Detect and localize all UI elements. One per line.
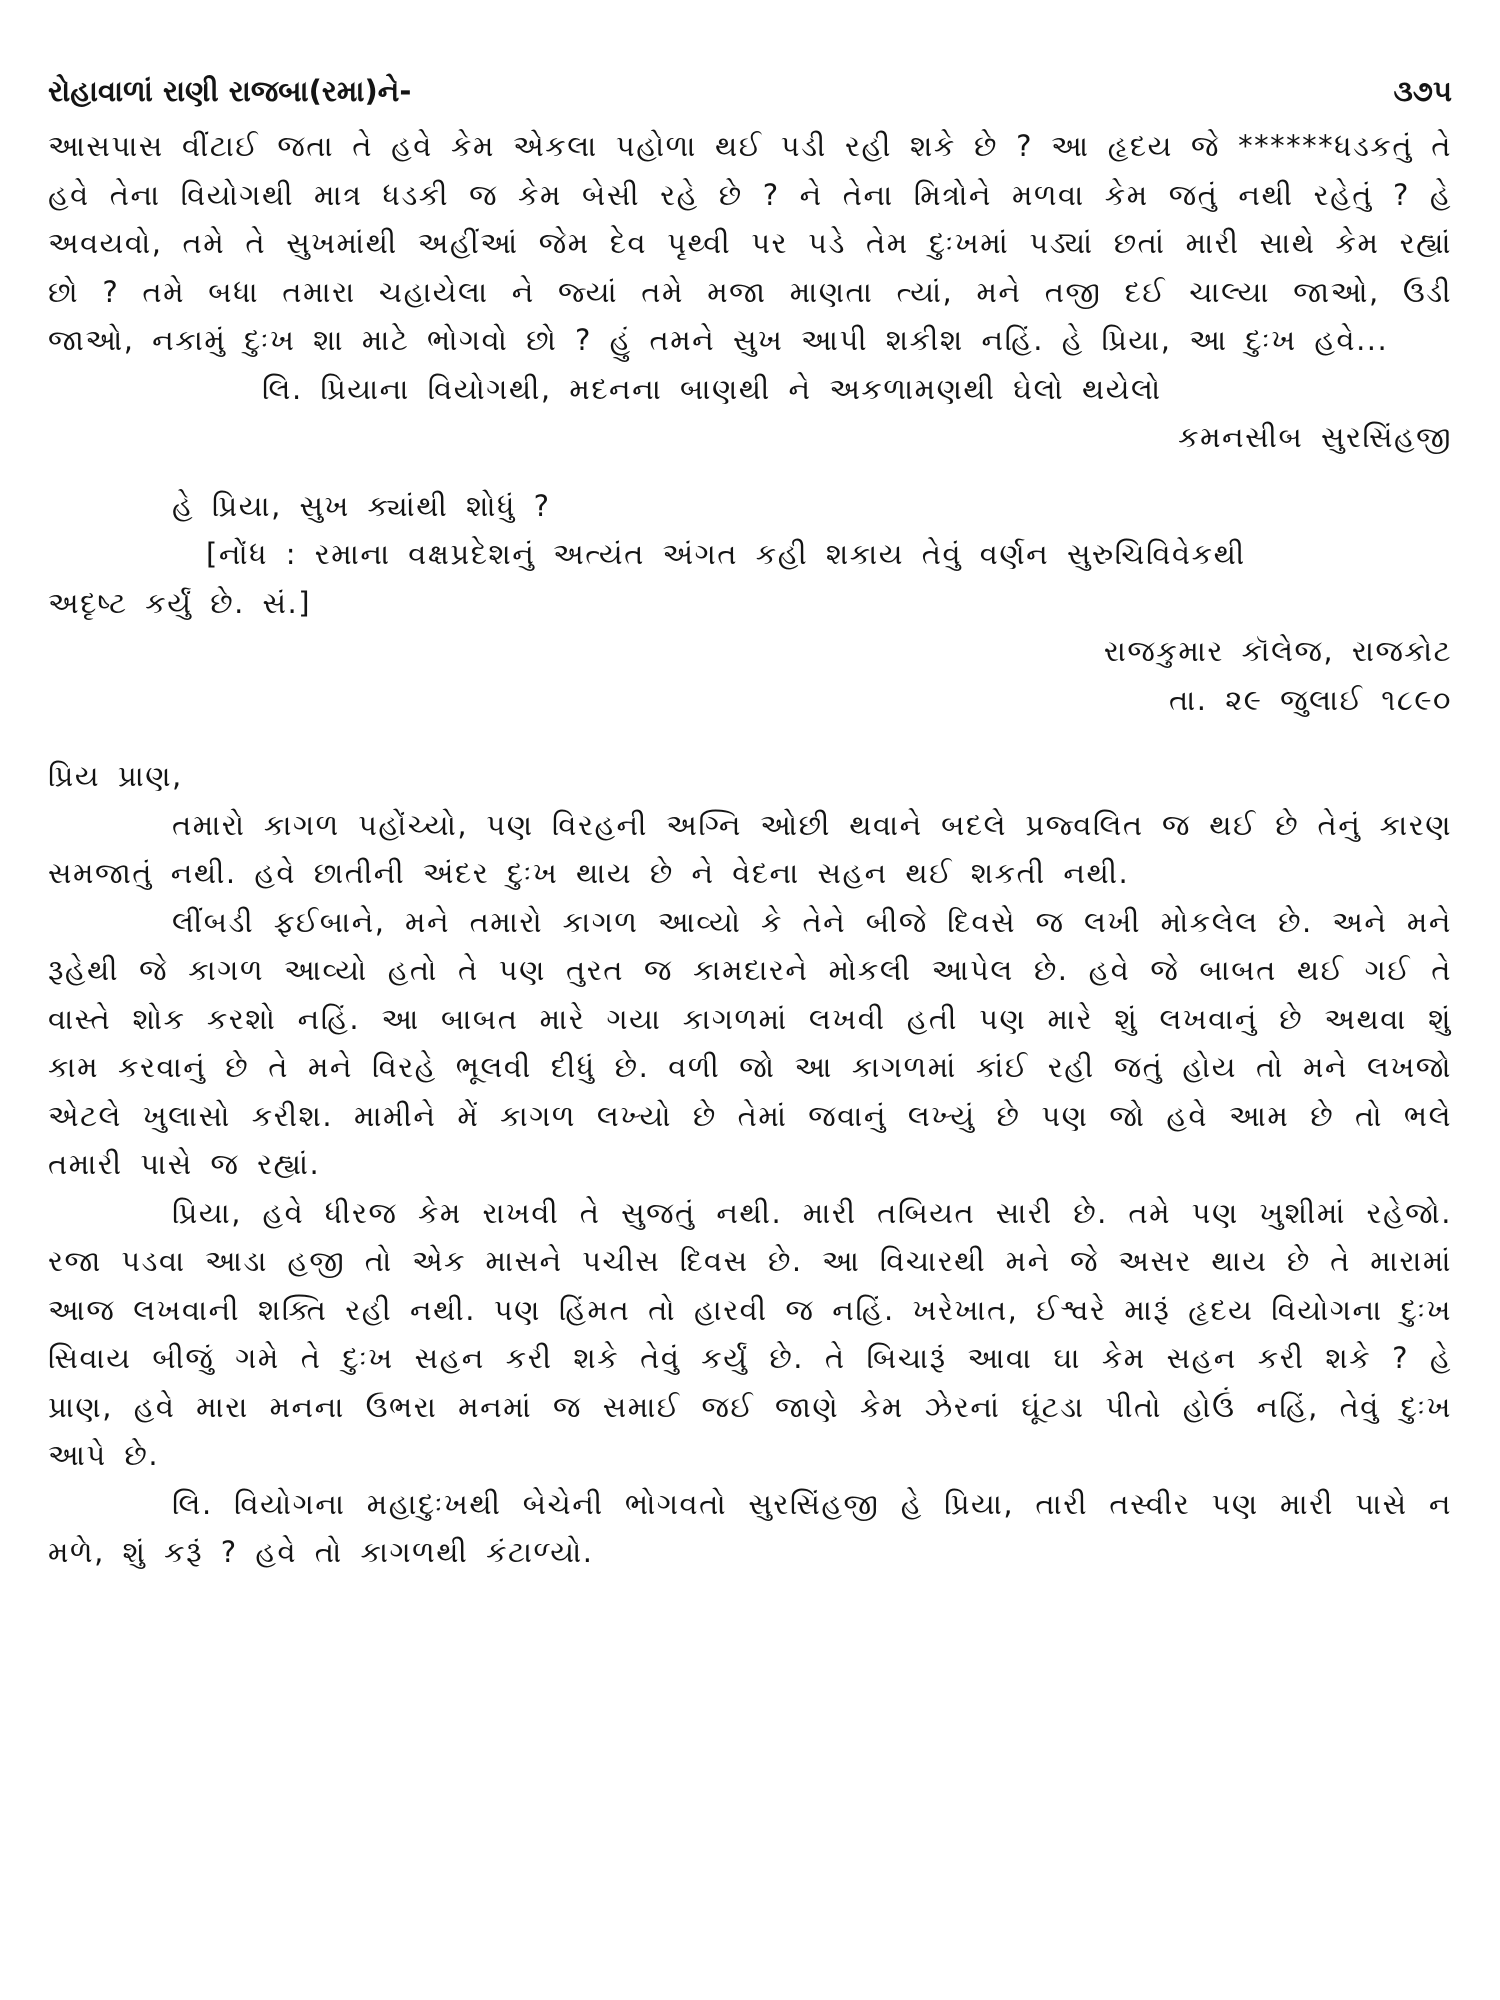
- letter2-date: તા. ૨૯ જુલાઈ ૧૮૯૦: [1168, 682, 1452, 717]
- letter2-closing: લિ. વિયોગના મહાદુઃખથી બેચેની ભોગવતો સુરસિંહજી હે પ્રિયા, તારી તસ્વીર પણ મારી પાસે ન મળે, શું કરૂં ? હવે તો કાગળથી કંટાળ્યો.: [48, 1486, 1452, 1569]
- running-title: રોહાવાળાં રાણી રાજબા(રમા)ને-: [48, 74, 412, 108]
- page-header: [48, 62, 1452, 122]
- letter2-paragraph: લીંબડી ફઈબાને, મને તમારો કાગળ આવ્યો કે તેને બીજે દિવસે જ લખી મોકલેલ છે. અને મને રૂહેથી જે કાગળ આવ્યો હતો તે પણ તુરત જ કામદારને મોકલી આપેલ છે. હવે જે બાબત થઈ ગઈ તે વાસ્તે શોક કરશો નહિં. આ બાબત મારે ગયા કાગળમાં લખવી હતી પણ મારે શું લખવાનું છે અથવા શું કામ કરવાનું છે તે મને વિરહે ભૂલવી દીધું છે. વળી જો આ કાગળમાં કાંઈ રહી જતું હોય તો મને લખજો એટલે ખુલાસો કરીશ. મામીને મેં કાગળ લખ્યો છે તેમાં જવાનું લખ્યું છે પણ જો હવે આમ છે તો ભલે તમારી પાસે જ રહ્યાં.: [48, 904, 1452, 1181]
- spacer: [48, 462, 1452, 482]
- letter1-body: આસપાસ વીંટાઈ જતા તે હવે કેમ એકલા પહોળા થઈ પડી રહી શકે છે ? આ હૃદય જે ******ધડકતું તે હવે તેના વિયોગથી માત્ર ધડકી જ કેમ બેસી રહે છે ? ને તેના મિત્રોને મળવા કેમ જતું નથી રહેતું ? હે અવયવો, તમે તે સુખમાંથી અહીંઆં જેમ દેવ પૃથ્વી પર પડે તેમ દુઃખમાં પડ્યાં છતાં મારી સાથે કેમ રહ્યાં છો ? તમે બધા તમારા ચહાયેલા ને જ્યાં તમે મજા માણતા ત્યાં, મને તજી દઈ ચાલ્યા જાઓ, ઉડી જાઓ, નકામું દુઃખ શા માટે ભોગવો છો ? હું તમને સુખ આપી શકીશ નહિં. હે પ્રિયા, આ દુઃખ હવે...: [48, 129, 1452, 357]
- letter1-postscript: હે પ્રિયા, સુખ ક્યાંથી શોધું ?: [172, 488, 551, 523]
- letter2-place: રાજકુમાર કૉલેજ, રાજકોટ: [1103, 634, 1452, 668]
- letter2-paragraph: તમારો કાગળ પહોંચ્યો, પણ વિરહની અગ્નિ ઓછી થવાને બદલે પ્રજ્વલિત જ થઈ છે તેનું કારણ સમજાતું નથી. હવે છાતીની અંદર દુઃખ થાય છે ને વેદના સહન થઈ શકતી નથી.: [48, 807, 1452, 890]
- editor-note-line2: અદૃષ્ટ કર્યું છે. સં.]: [48, 585, 312, 620]
- editor-note-line1: [નોંધ : રમાના વક્ષપ્રદેશનું અત્યંત અંગત કહી શકાય તેવું વર્ણન સુરુચિવિવેકથી: [206, 537, 1246, 571]
- page-number: ૩૭૫: [1393, 74, 1452, 108]
- letter1-signature-line: લિ. પ્રિયાના વિયોગથી, મદનના બાણથી ને અકળામણથી ઘેલો થયેલો: [262, 371, 1162, 406]
- letter1-signature-name: કમનસીબ સુરસિંહજી: [1178, 420, 1452, 454]
- spacer: [48, 724, 1452, 752]
- letter2-salutation: પ્રિય પ્રાણ,: [48, 759, 183, 793]
- letter2-paragraph: પ્રિયા, હવે ધીરજ કેમ રાખવી તે સુજતું નથી. મારી તબિયત સારી છે. તમે પણ ખુશીમાં રહેજો. રજા પડવા આડા હજી તો એક માસને પચીસ દિવસ છે. આ વિચારથી મને જે અસર થાય છે તે મારામાં આજ લખવાની શક્તિ રહી નથી. પણ હિંમત તો હારવી જ નહિં. ખરેખાત, ઈશ્વરે મારૂં હૃદય વિયોગના દુઃખ સિવાય બીજું ગમે તે દુઃખ સહન કરી શકે તેવું કર્યું છે. તે બિચારૂં આવા ઘા કેમ સહન કરી શકે ? હે પ્રાણ, હવે મારા મનના ઉભરા મનમાં જ સમાઈ જઈ જાણે કેમ ઝેરનાં ઘૂંટડા પીતો હોઉં નહિં, તેવું દુઃખ આપે છે.: [48, 1195, 1452, 1472]
- document-page: [48, 62, 1452, 1962]
